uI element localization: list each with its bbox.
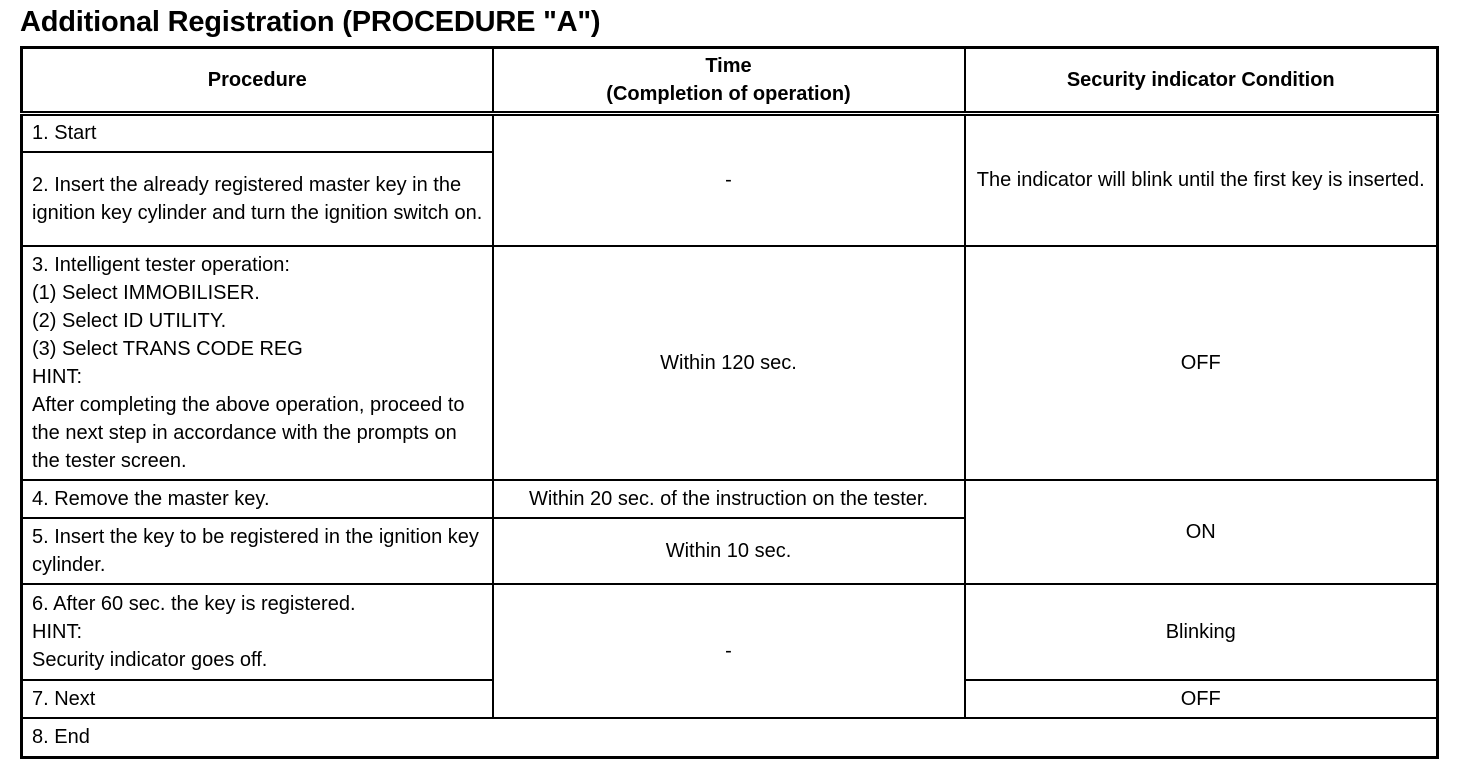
procedure-step-7: 7. Next — [22, 680, 493, 718]
procedure-step-4: 4. Remove the master key. — [22, 480, 493, 518]
time-steps-1-2: - — [493, 114, 965, 246]
page-title: Additional Registration (PROCEDURE "A") — [20, 6, 601, 38]
security-steps-1-2: The indicator will blink until the first key is inserted. — [965, 114, 1438, 246]
header-time-title: Time — [705, 55, 752, 77]
procedure-step-5: 5. Insert the key to be registered in the ignition key cylinder. — [22, 518, 493, 584]
step-6-hint-label: HINT: — [32, 620, 82, 643]
security-steps-4-5: ON — [965, 480, 1438, 584]
step-3-substep-3: (3) Select TRANS CODE REG — [32, 337, 303, 360]
procedure-step-2: 2. Insert the already registered master key in the ignition key cylinder and turn the ignition switch on. — [22, 152, 493, 246]
header-security: Security indicator Condition — [965, 48, 1438, 114]
table-row — [22, 114, 1438, 152]
table-row — [22, 718, 1438, 758]
table-row — [22, 246, 1438, 480]
time-step-4: Within 20 sec. of the instruction on the tester. — [493, 480, 965, 518]
step-6-text: 6. After 60 sec. the key is registered. — [32, 592, 356, 615]
header-procedure: Procedure — [22, 48, 493, 114]
header-time — [493, 48, 965, 114]
table-row — [22, 480, 1438, 518]
step-3-substep-1: (1) Select IMMOBILISER. — [32, 281, 260, 304]
header-time-subtitle: (Completion of operation) — [606, 83, 851, 105]
procedure-step-1: 1. Start — [22, 114, 493, 152]
step-3-heading: 3. Intelligent tester operation: — [32, 253, 290, 276]
time-steps-6-7: - — [493, 584, 965, 718]
security-step-6: Blinking — [965, 584, 1438, 680]
time-step-3: Within 120 sec. — [493, 246, 965, 480]
table-row — [22, 584, 1438, 680]
procedure-step-8: 8. End — [22, 718, 1438, 758]
time-step-5: Within 10 sec. — [493, 518, 965, 584]
procedure-table — [20, 46, 1439, 759]
security-step-7: OFF — [965, 680, 1438, 718]
security-step-3: OFF — [965, 246, 1438, 480]
step-6-hint-text: Security indicator goes off. — [32, 648, 268, 671]
procedure-step-6 — [22, 584, 493, 680]
step-3-substep-2: (2) Select ID UTILITY. — [32, 309, 227, 332]
step-3-hint-text: After completing the above operation, proceed to the next step in accordance with the prompts on the tester screen. — [32, 393, 465, 472]
step-3-hint-label: HINT: — [32, 365, 82, 388]
procedure-step-3 — [22, 246, 493, 480]
header-row — [22, 48, 1438, 114]
